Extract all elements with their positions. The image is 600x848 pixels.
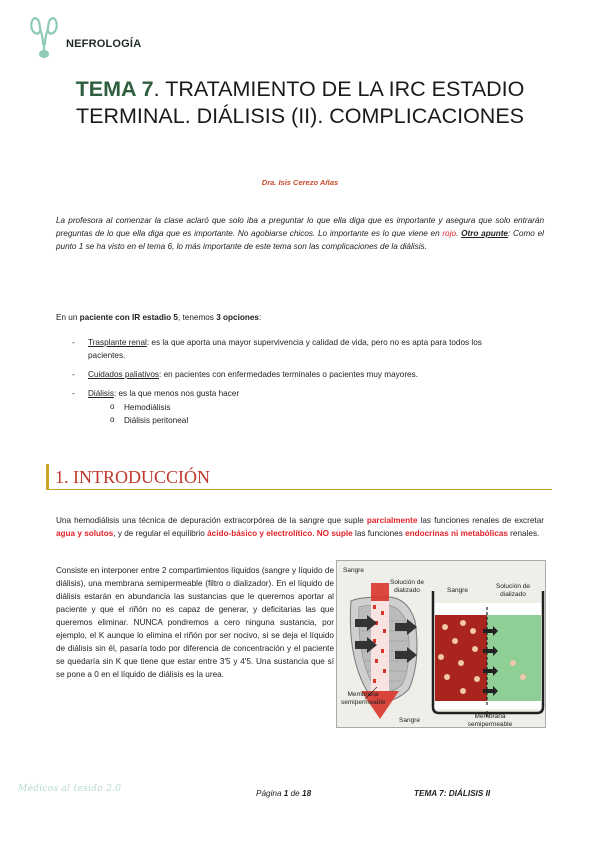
options-intro-text-1: En un <box>56 313 80 322</box>
page-sep: de <box>288 789 303 798</box>
label-membrana-left: Membrana semipermeable <box>341 691 386 706</box>
intro-note-text-2: . <box>456 229 462 238</box>
intro-note-text-1: La profesora al comenzar la clase aclaró que solo iba a preguntar lo que ella diga que es importante y asegura que solo entrarán preguntas de lo que ella diga que es importante. No agobiarse chicos. Lo importante es lo que viene en <box>56 216 544 238</box>
label-solucion-left: Solución de dializado <box>390 579 424 594</box>
title-tema: TEMA 7 <box>75 77 154 101</box>
option-text: : es la que menos nos gusta hacer <box>113 389 240 398</box>
paragraph-1-highlight: ácido-básico y electrolítico <box>207 529 313 538</box>
paragraph-1-highlight: endocrinas ni metabólicas <box>405 529 508 538</box>
intro-note <box>56 214 544 253</box>
author: Dra. Isis Cerezo Añas <box>261 178 339 187</box>
footer-brand-logo: Médicos al tesido 2.0 <box>18 784 122 794</box>
page-prefix: Página <box>256 789 284 798</box>
header-title: NEFROLOGÍA <box>66 38 142 50</box>
options-intro-text-2: , tenemos <box>177 313 217 322</box>
label-sangre-bottom: Sangre <box>399 717 420 724</box>
dialysis-sublist <box>88 401 490 427</box>
title-rest: . TRATAMIENTO DE LA IRC ESTADIO TERMINAL. DIÁLISIS (II). COMPLICACIONES <box>76 77 525 128</box>
option-label: Cuidados paliativos <box>88 370 160 379</box>
options-intro-text-3: : <box>258 313 262 322</box>
paragraph-1-text: Una hemodiálisis una técnica de depuración extracorpórea de la sangre que suple <box>56 516 367 525</box>
sublist-item: o Diálisis peritoneal <box>88 414 490 427</box>
sublist-item: o Hemodiálisis <box>88 401 490 414</box>
page-total: 18 <box>302 789 312 798</box>
paragraph-1-highlight: parcialmente <box>366 516 418 525</box>
page-current: 1 <box>283 789 289 798</box>
option-label: Diálisis <box>88 389 114 398</box>
options-list <box>70 336 490 433</box>
list-item <box>70 336 490 362</box>
paragraph-1-highlight: agua y solutos <box>56 529 114 538</box>
section-heading: 1. INTRODUCCIÓN <box>46 464 552 490</box>
paragraph-1-text: las funciones renales de excretar <box>417 516 544 525</box>
paragraph-2: Consiste en interponer entre 2 compartimientos líquidos (sangre y líquido de diálisis), una membrana semipermeable (filtro o dializador). En el líquido de diálisis estarán en abundancia las sustancias que le queremos aportar al paciente y que el riñón no es capaz de generar, y deficitarias las que queremos eliminar. NUNCA pondremos a cero ninguna sustancia, por ejemplo, el K aunque lo elimina el riñón por ser nocivo, si se deja el líquido de diálisis sin él, pasaría todo por diferencia de concentración y el paciente se quedaría sin K que tiene que estar entre 3'5 y 4'5. Una sustancia que sí se pone a 0 en el líquido de diálisis es la urea. <box>56 566 334 679</box>
list-item <box>70 368 490 381</box>
intro-note-text-3: : Como el punto 1 se ha visto en el tema 6, lo más importante de este tema son las complicaciones de la diálisis. <box>56 229 544 251</box>
footer-page-number <box>256 789 311 798</box>
option-text: : en pacientes con enfermedades terminales o pacientes muy mayores. <box>159 370 418 379</box>
label-solucion-right: Solución de dializado <box>496 583 530 598</box>
label-sangre-right: Sangre <box>447 587 468 594</box>
page-header <box>28 12 141 62</box>
beaker-illustration <box>433 591 543 717</box>
footer-tema: TEMA 7: DIÁLISIS II <box>414 789 491 798</box>
intro-note-rojo: rojo <box>442 229 457 238</box>
paragraph-1-text: las funciones <box>352 529 406 538</box>
label-membrana-bottom: Membrana semipermeable <box>467 713 513 728</box>
paragraph-1-text: renales. <box>507 529 540 538</box>
list-item <box>70 387 490 427</box>
dialysis-diagram <box>336 560 546 728</box>
paragraph-1-text: . <box>312 529 317 538</box>
kidney-logo-icon <box>28 14 60 62</box>
paragraph-1-highlight: NO suple <box>316 529 353 538</box>
options-intro-bold-1: paciente con IR estadio 5 <box>79 313 178 322</box>
paragraph-1-text: , y de regular el equilibrio <box>113 529 208 538</box>
option-label: Trasplante renal <box>88 338 147 347</box>
page-title <box>60 76 540 130</box>
options-intro <box>56 313 261 322</box>
options-intro-bold-2: 3 opciones <box>216 313 259 322</box>
intro-note-otro-apunte: Otro apunte <box>461 229 508 238</box>
option-text: : es la que aporta una mayor supervivencia y calidad de vida, pero no es apta para todos los pacientes. <box>88 338 482 360</box>
label-sangre-top: Sangre <box>343 567 364 574</box>
paragraph-1 <box>56 514 544 540</box>
